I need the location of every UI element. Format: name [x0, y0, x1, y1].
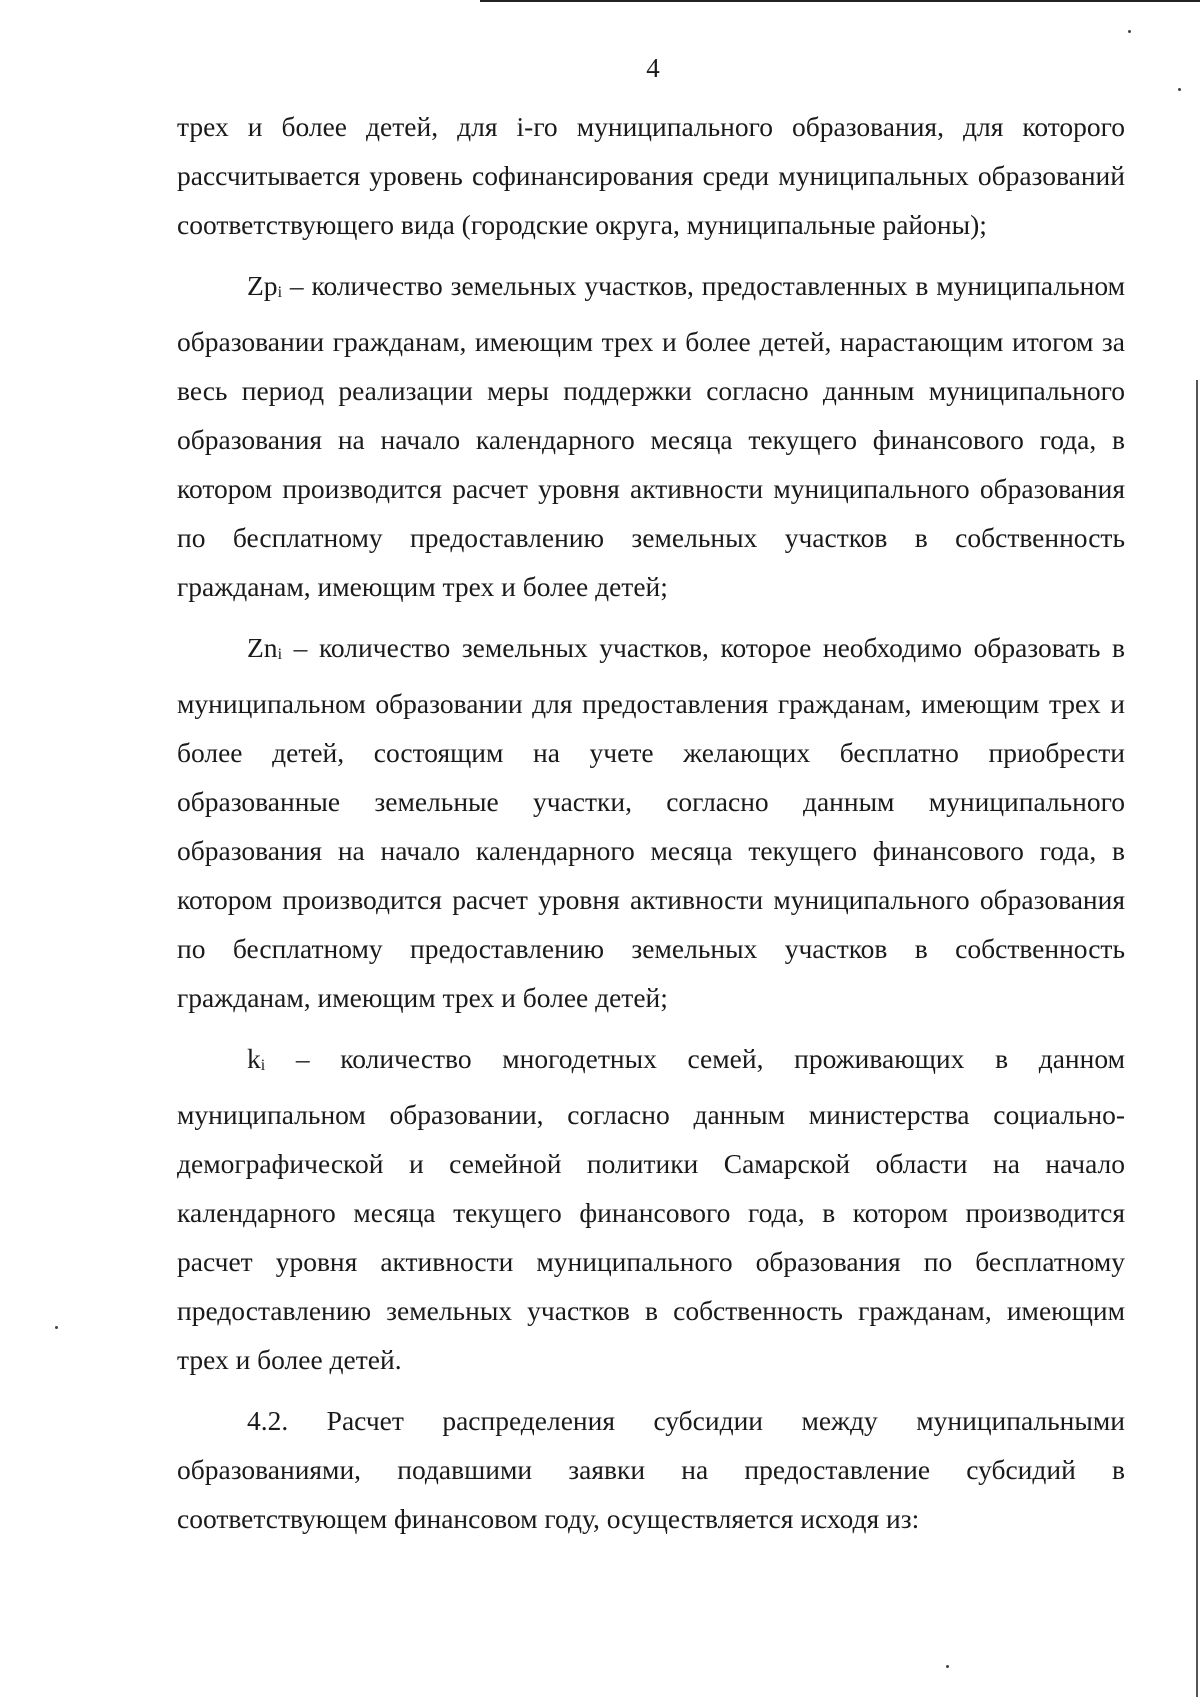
variable-symbol: $k_i$: [247, 1043, 266, 1074]
paragraph-text: – количество многодетных семей, проживающих в данном муниципальном образовании, согласно данным министерства социально-демографической и семейной политики Самарской области на начало календарного месяца текущего финансового года, в котором производится расчет уровня активности муниципального образования по бесплатному предоставлению земельных участков в собственность гражданам, имеющим трех и более детей.: [177, 1043, 1125, 1375]
document-body: [177, 102, 1125, 1555]
paragraph-continuation: [177, 102, 1125, 249]
variable-symbol: $Zn_i$: [247, 632, 283, 663]
paragraph-zn-definition: [177, 623, 1125, 1022]
scan-speck: [946, 1665, 949, 1668]
scan-speck: [1128, 30, 1131, 33]
paragraph-zp-definition: [177, 261, 1125, 611]
paragraph-section-4-2: [177, 1396, 1125, 1543]
paragraph-k-definition: [177, 1034, 1125, 1384]
paragraph-text: трех и более детей, для i-го муниципального образования, для которого рассчитывается уровень софинансирования среди муниципальных образований соответствующего вида (городские округа, муниципальные районы);: [177, 111, 1125, 240]
scan-speck: [1178, 88, 1181, 91]
paragraph-text: – количество земельных участков, которое необходимо образовать в муниципальном образовании для предоставления гражданам, имеющим трех и более детей, состоящим на учете желающих бесплатно приобрести образованные земельные участки, согласно данным муниципального образования на начало календарного месяца текущего финансового года, в котором производится расчет уровня активности муниципального образования по бесплатному предоставлению земельных участков в собственность гражданам, имеющим трех и более детей;: [177, 632, 1125, 1013]
paragraph-text: 4.2. Расчет распределения субсидии между муниципальными образованиями, подавшими заявки на предоставление субсидий в соответствующем финансовом году, осуществляется исходя из:: [177, 1405, 1125, 1534]
scan-edge-right: [1196, 380, 1198, 1697]
scan-edge-top: [480, 0, 1200, 2]
paragraph-text: – количество земельных участков, предоставленных в муниципальном образовании гражданам, имеющим трех и более детей, нарастающим итогом за весь период реализации меры поддержки согласно данным муниципального образования на начало календарного месяца текущего финансового года, в котором производится расчет уровня активности муниципального образования по бесплатному предоставлению земельных участков в собственность гражданам, имеющим трех и более детей;: [177, 270, 1125, 602]
variable-symbol: $Zp_i$: [247, 270, 283, 301]
scan-speck: [55, 1326, 58, 1329]
page-number: 4: [646, 53, 660, 83]
